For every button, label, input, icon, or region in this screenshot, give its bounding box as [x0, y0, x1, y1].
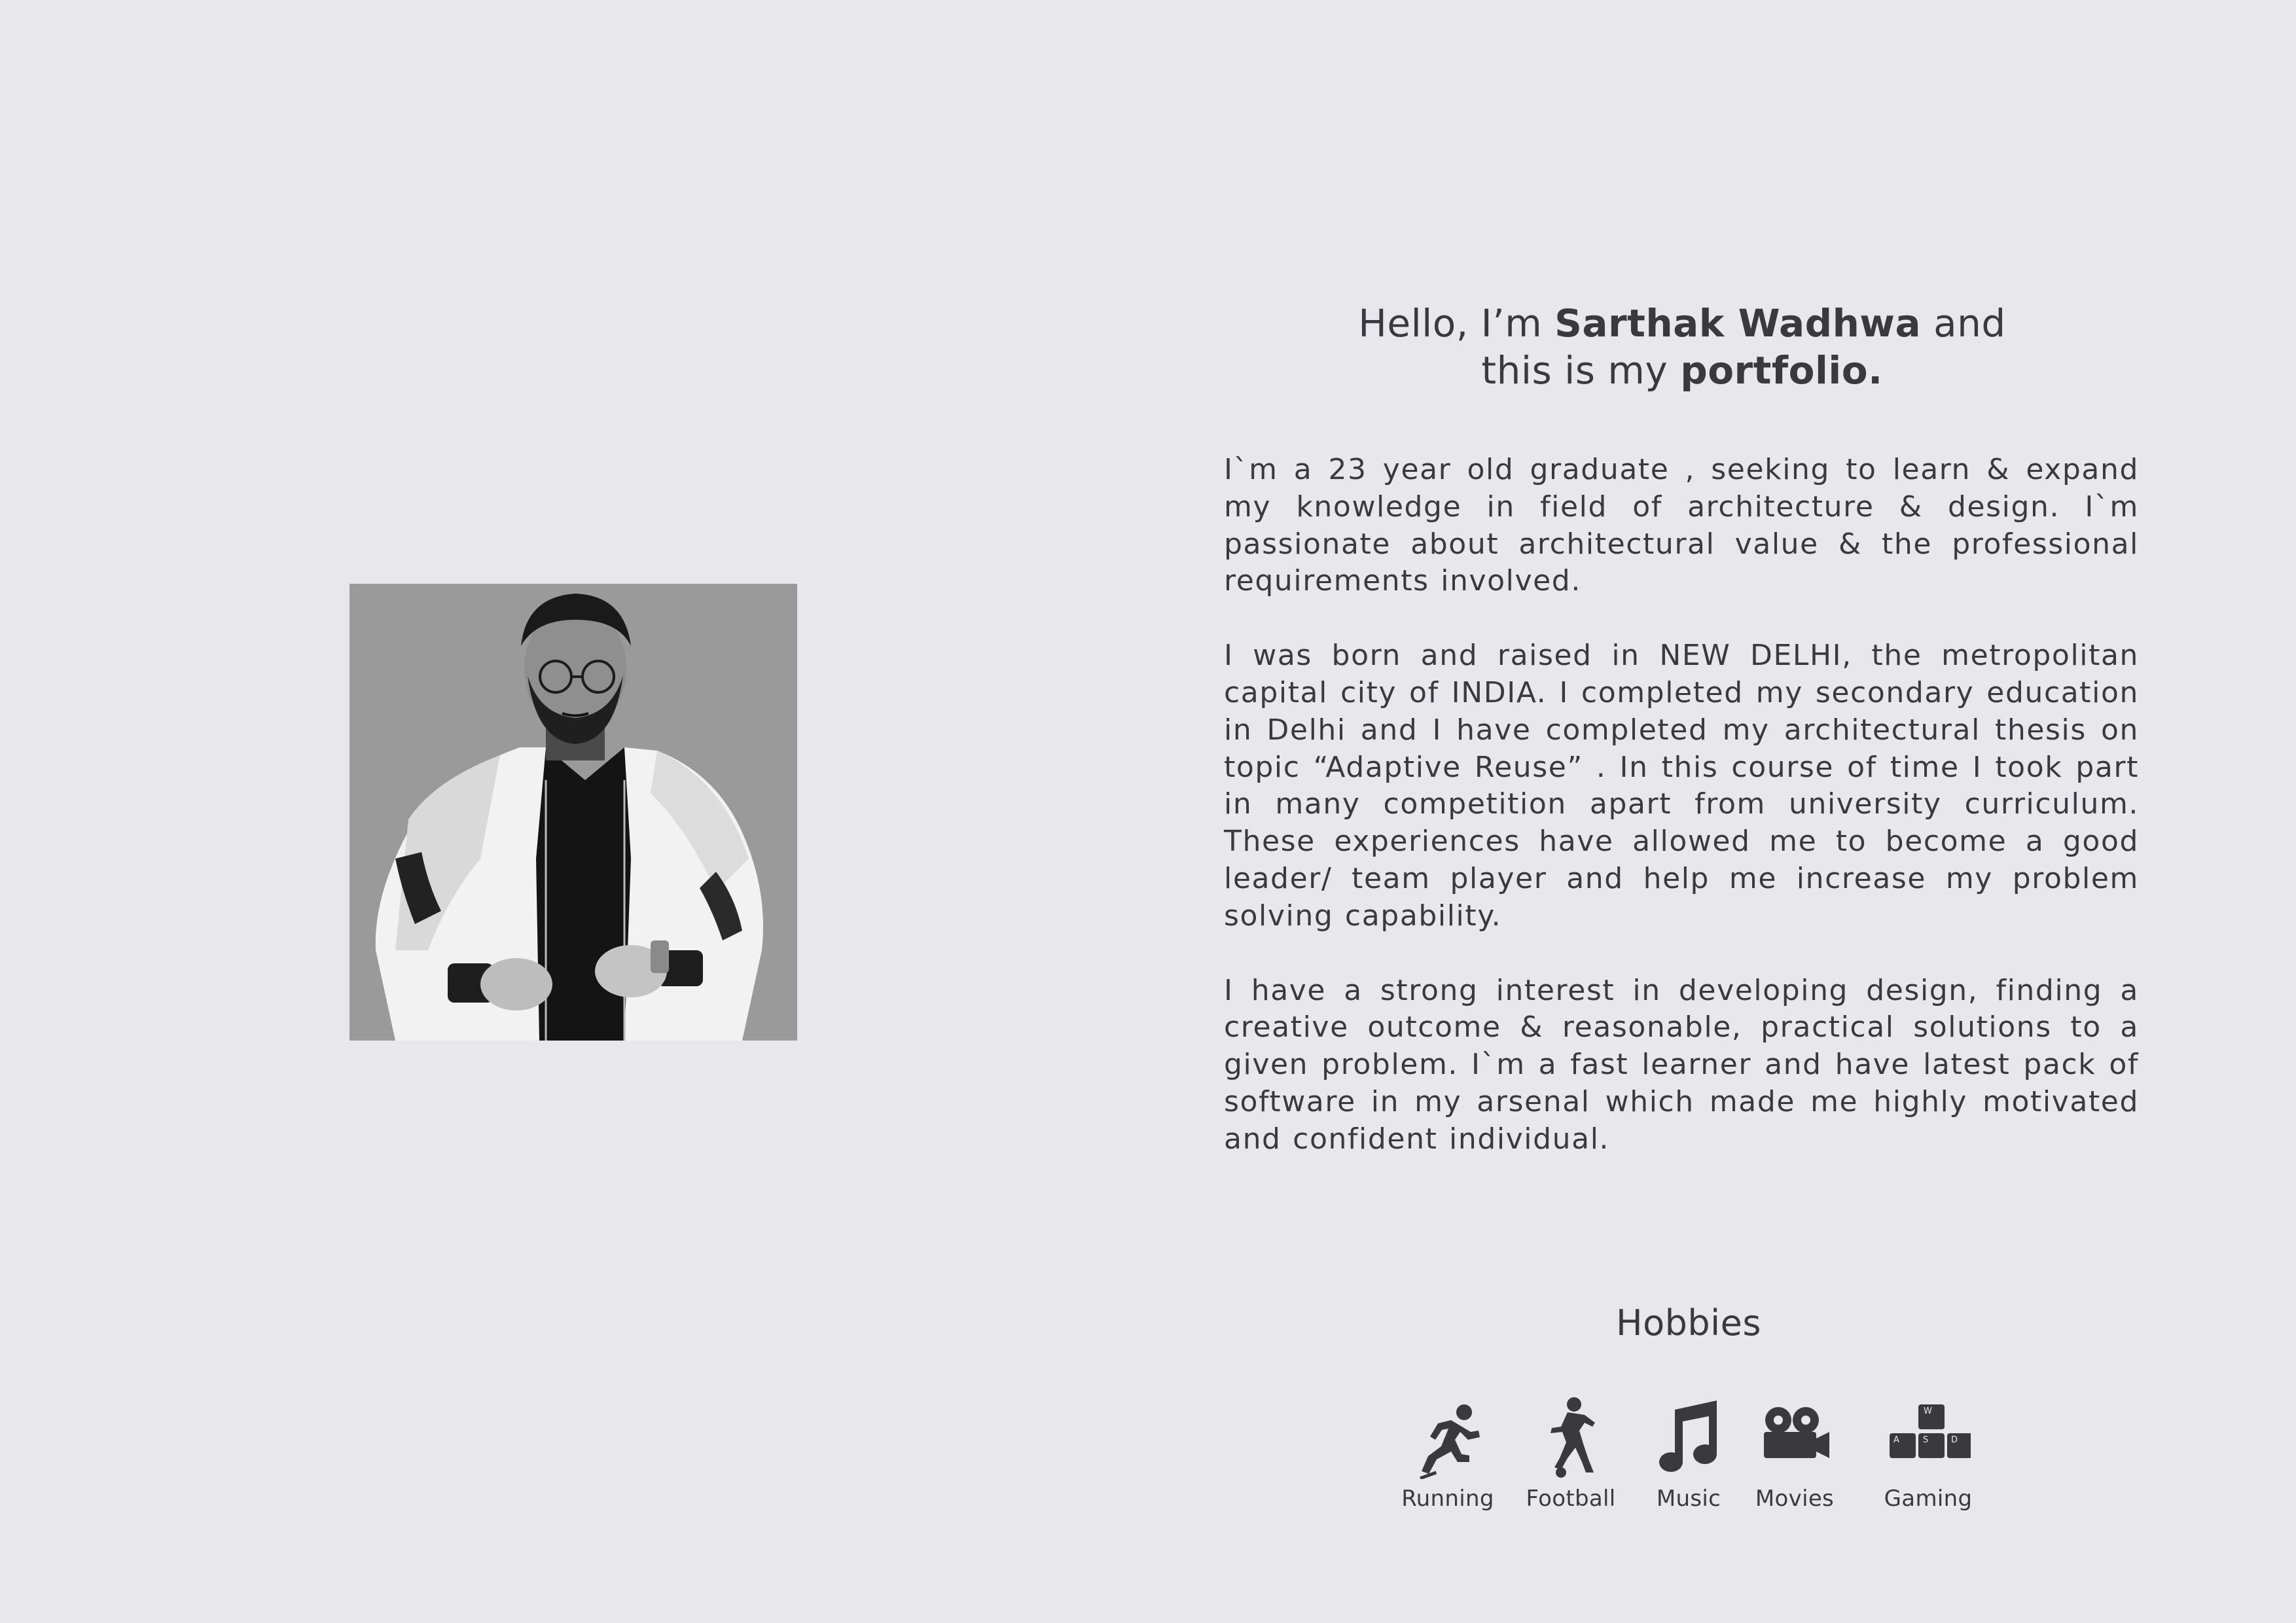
hobby-gaming: [1869, 1394, 1987, 1512]
hobby-label-movies: Movies: [1755, 1486, 1835, 1512]
bio-paragraph-2: I was born and raised in NEW DELHI, the metropolitan capital city of INDIA. I completed my secondary education in Delhi and I have completed my architectural thesis on topic “Adaptive Reuse” . In this course of time I took part in many competition apart from university curriculum. These experiences have allowed me to become a good leader/ team player and help me increase my problem solving capability.: [1224, 639, 2139, 933]
heading-portfolio: portfolio.: [1680, 348, 1883, 393]
heading-line1-pre: Hello, I’m: [1358, 301, 1555, 346]
portrait-illustration: [350, 584, 797, 1041]
bio-paragraph-1: I`m a 23 year old graduate , seeking to learn & expand my knowledge in field of architecture & design. I`m passionate about architectural value & the professional requirements involved.: [1224, 453, 2139, 598]
bio-text: [1224, 452, 2139, 1196]
hobby-running: [1389, 1394, 1507, 1512]
hobby-label-gaming: Gaming: [1884, 1486, 1973, 1512]
key-d: D: [1951, 1435, 1958, 1445]
hobby-label-running: Running: [1401, 1486, 1494, 1512]
running-icon: [1405, 1394, 1490, 1479]
movie-camera-icon: [1752, 1394, 1837, 1479]
heading-line2-pre: this is my: [1481, 348, 1681, 393]
hobby-music: [1630, 1394, 1748, 1512]
keyboard-wasd-icon: [1886, 1394, 1971, 1479]
hobby-label-football: Football: [1526, 1486, 1616, 1512]
key-w: W: [1924, 1406, 1932, 1416]
hobby-football: [1512, 1394, 1630, 1512]
heading-line1-post: and: [1921, 301, 2006, 346]
music-note-icon: [1646, 1394, 1731, 1479]
portrait-photo: [350, 584, 797, 1041]
hobby-label-music: Music: [1656, 1486, 1721, 1512]
hobbies-title: Hobbies: [1615, 1302, 1762, 1344]
key-s: S: [1923, 1435, 1929, 1445]
hobby-movies: [1736, 1394, 1854, 1512]
heading-name: Sarthak Wadhwa: [1554, 301, 1922, 346]
key-a: A: [1893, 1435, 1899, 1445]
page-heading: [1224, 300, 2140, 394]
bio-paragraph-3: I have a strong interest in developing design, finding a creative outcome & reasonable, practical solutions to a given problem. I`m a fast learner and have latest pack of software in my arsenal which made me highly motivated and confident individual.: [1224, 973, 2139, 1156]
football-icon: [1528, 1394, 1613, 1479]
